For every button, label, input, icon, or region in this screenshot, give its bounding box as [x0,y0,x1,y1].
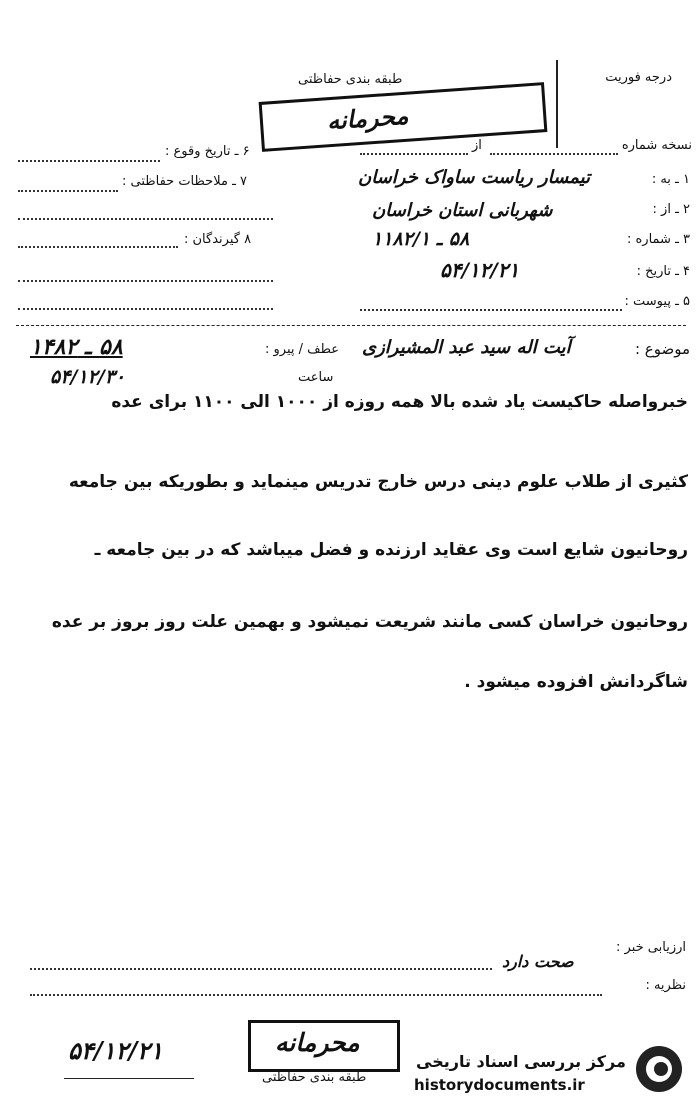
copy-from-dots [360,153,468,155]
urgency-label: درجه فوریت [605,70,672,85]
subject-label: موضوع : [634,340,690,358]
footer-date-underline [64,1078,194,1079]
bottom-secret-stamp [248,1020,400,1072]
number-label: ۳ ـ شماره : [626,232,690,247]
watermark-url: historydocuments.ir [414,1076,585,1094]
subject-value: آیت اله سید عبد المشیرازی [362,337,571,358]
from-value: شهربانی استان خراسان [372,200,553,221]
body-line-5: شاگردانش افزوده میشود . [464,672,688,692]
copy-number-dots [490,153,618,155]
date-occurrence-label: ۶ ـ تاریخ وقوع : [165,144,250,159]
classification-label-top: طبقه بندی حفاظتی [298,72,403,87]
body-line-4: روحانیون خراسان کسی مانند شریعت نمیشود و بهمین علت روز بروز بر عده [51,612,688,632]
evaluation-dots [30,968,492,970]
recipients-dots-3 [18,308,273,310]
body-line-3: روحانیون شایع است وی عقاید ارزنده و فضل میباشد که در بین جامعه ـ [94,540,688,560]
header-divider [556,60,558,148]
notes-label: ۷ ـ ملاحظات حفاظتی : [122,174,247,189]
opinion-label: نظریه : [645,978,686,993]
footer-date: ۵۴/۱۲/۲۱ [68,1036,163,1065]
notes-dots-2 [18,218,273,220]
classification-label-bottom: طبقه بندی حفاظتی [262,1070,367,1085]
body-insert-note: ساعت [298,370,334,385]
attachment-dots [360,309,622,311]
body-line-1: خبرواصله حاکیست یاد شده بالا همه روزه از ۱۰۰۰ الی ۱۱۰۰ برای عده [111,392,688,412]
top-secret-stamp [259,82,548,152]
notes-dots [18,190,118,192]
number-value: ۵۸ ـ ۱۱۸۲/۱ [372,228,470,250]
copy-number-label: نسخه شماره [621,138,692,153]
attachment-label: ۵ ـ پیوست : [624,294,690,309]
date-label: ۴ ـ تاریخ : [636,264,690,279]
evaluation-label: ارزیابی خبر : [616,940,686,955]
recipients-label: ۸ گیرندگان : [184,232,252,247]
to-value: تیمسار ریاست ساواک خراسان [358,167,591,188]
date-occurrence-dots [18,160,160,162]
evaluation-value: صحت دارد [502,952,574,971]
reference-date: ۵۴/۱۲/۳۰ [50,366,126,388]
opinion-dots [30,994,602,996]
watermark-site-name: مرکز بررسی اسناد تاریخی [416,1052,626,1071]
section-separator [16,325,686,326]
from-label: ۲ ـ از : [652,202,690,217]
to-label: ۱ ـ به : [651,172,690,187]
top-stamp-text: محرمانه [326,100,410,136]
bottom-stamp-text: محرمانه [275,1028,360,1057]
copy-from-label: از [472,138,482,153]
recipients-dots-2 [18,280,273,282]
body-line-2: کثیری از طلاب علوم دینی درس خارج تدریس مینماید و بطوریکه بین جامعه [68,472,688,492]
recipients-dots [18,246,178,248]
reference-label: عطف / پیرو : [265,342,340,357]
reference-value: ۵۸ ـ ۱۴۸۲ [30,334,123,360]
date-value: ۵۴/۱۲/۲۱ [440,258,520,282]
